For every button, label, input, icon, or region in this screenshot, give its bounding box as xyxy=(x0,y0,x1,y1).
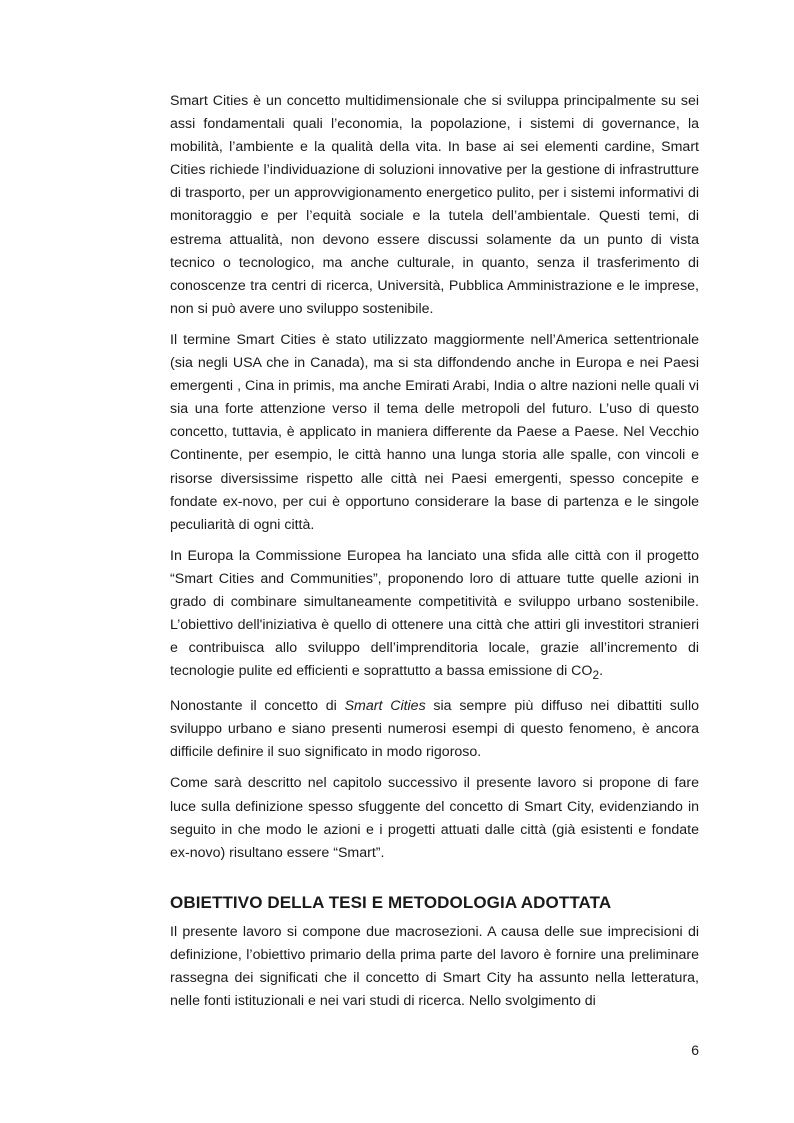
document-page-body xyxy=(170,90,699,1021)
paragraph-definition-difficulty xyxy=(170,695,699,764)
paragraph-european-commission xyxy=(170,545,699,687)
paragraph-thesis-purpose: Come sarà descritto nel capitolo successivo il presente lavoro si propone di fare luce sulla definizione spesso sfuggente del concetto di Smart City, evidenziando in seguito in che modo le azioni e i progetti attuati dalle città (già esistenti e fondate ex-novo) risultano essere “Smart”. xyxy=(170,775,699,861)
paragraph-european-commission-text: In Europa la Commissione Europea ha lanciato una sfida alle città con il progetto “Smart Cities and Communities”, proponendo loro di attuare tutte quelle azioni in grado di combinare simultaneamente competitività e sviluppo urbano sostenibile. L’obiettivo dell'iniziativa è quello di ottenere una città che attiri gli investitori stranieri e contribuisca allo sviluppo dell’imprenditoria locale, grazie all’incremento di tecnologie pulite ed efficienti e soprattutto a bassa emissione di CO xyxy=(170,547,699,680)
paragraph-smart-cities-diffusion: Il termine Smart Cities è stato utilizzato maggiormente nell’America settentrionale (sia negli USA che in Canada), ma si sta diffondendo anche in Europa e nei Paesi emergenti , Cina in primis, ma anche Emirati Arabi, India o altre nazioni nelle quali vi sia una forte attenzione verso il tema delle metropoli del futuro. L’uso di questo concetto, tuttavia, è applicato in maniera differente da Paese a Paese. Nel Vecchio Continente, per esempio, le città hanno una lunga storia alle spalle, con vincoli e risorse diversissime rispetto alle città nei Paesi emergenti, spesso concepite e fondate ex-novo, per cui è opportuno considerare la base di partenza e le singole peculiarità di ogni città. xyxy=(170,331,699,533)
smart-cities-italic-term: Smart Cities xyxy=(344,698,426,715)
paragraph-objective-methodology: Il presente lavoro si compone due macrosezioni. A causa delle sue imprecisioni di definizione, l’obiettivo primario della prima parte del lavoro è fornire una preliminare rassegna dei significati che il concetto di Smart City ha assunto nella letteratura, nelle fonti istituzionali e nei vari studi di ricerca. Nello svolgimento di xyxy=(170,923,699,1010)
paragraph-definition-difficulty-end: sia sempre più diffuso nei dibattiti sullo sviluppo urbano e siano presenti numerosi esempi di questo fenomeno, è ancora difficile definire il suo significato in modo rigoroso. xyxy=(170,698,699,761)
page-number: 6 xyxy=(691,1042,699,1058)
paragraph-european-commission-end: . xyxy=(599,663,604,680)
co2-subscript: 2 xyxy=(592,668,600,683)
paragraph-definition-difficulty-start: Nonostante il concetto di xyxy=(170,698,345,715)
section-heading-objective: OBIETTIVO DELLA TESI E METODOLOGIA ADOTTATA xyxy=(170,892,612,912)
paragraph-smart-cities-definition: Smart Cities è un concetto multidimensionale che si sviluppa principalmente su sei assi fondamentali quali l’economia, la popolazione, i sistemi di governance, la mobilità, l’ambiente e la qualità della vita. In base ai sei elementi cardine, Smart Cities richiede l’individuazione di soluzioni innovative per la gestione di infrastrutture di trasporto, per un approvvigionamento energetico pulito, per i sistemi informativi di monitoraggio e per l’equità sociale e la tutela dell’ambientale. Questi temi, di estrema attualità, non devono essere discussi solamente da un punto di vista tecnico o tecnologico, ma anche culturale, in quanto, senza il trasferimento di conoscenze tra centri di ricerca, Università, Pubblica Amministrazione e le imprese, non si può avere uno sviluppo sostenibile. xyxy=(170,93,699,317)
